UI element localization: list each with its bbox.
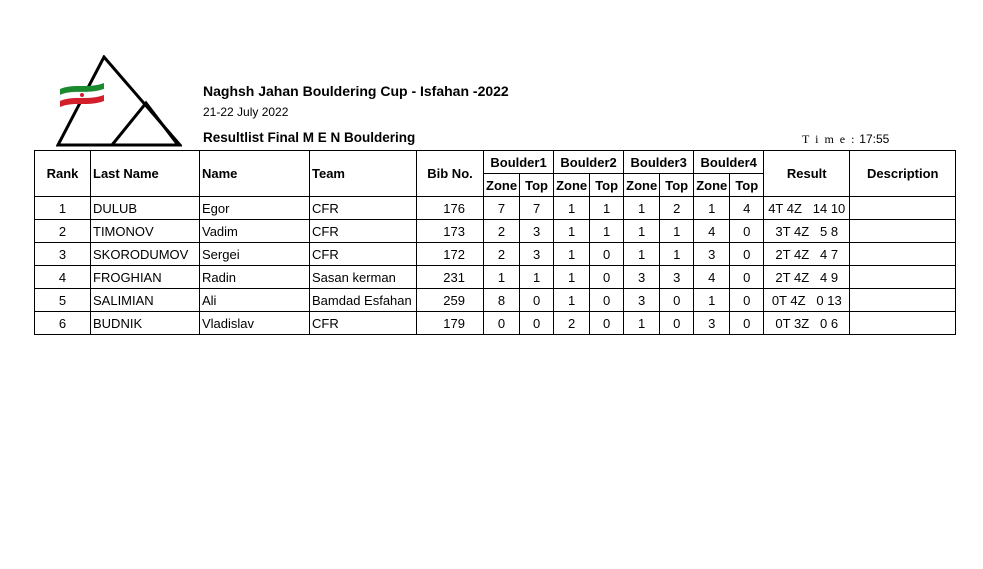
name-cell: Ali [200, 289, 310, 312]
description-cell [850, 312, 956, 335]
top-cell-boulder3: 0 [660, 289, 694, 312]
table-row [35, 197, 956, 220]
zone-cell-boulder3: 1 [624, 312, 660, 335]
col-name: Name [200, 151, 310, 197]
rank-cell: 2 [35, 220, 91, 243]
col-boulder4: Boulder4 [694, 151, 764, 174]
col-b4-zone: Zone [694, 174, 730, 197]
zone-cell-boulder3: 1 [624, 220, 660, 243]
col-b3-zone: Zone [624, 174, 660, 197]
rank-cell: 5 [35, 289, 91, 312]
description-cell [850, 243, 956, 266]
result-cell: 4T 4Z 14 10 [764, 197, 850, 220]
top-cell-boulder1: 0 [520, 312, 554, 335]
name-cell: Vladislav [200, 312, 310, 335]
last-name-cell: FROGHIAN [91, 266, 200, 289]
zone-cell-boulder4: 1 [694, 289, 730, 312]
team-cell: Bamdad Esfahan [310, 289, 417, 312]
col-team: Team [310, 151, 417, 197]
time-label: T i m e : [802, 132, 856, 146]
top-cell-boulder3: 2 [660, 197, 694, 220]
top-cell-boulder4: 0 [730, 312, 764, 335]
zone-cell-boulder4: 3 [694, 312, 730, 335]
zone-cell-boulder4: 3 [694, 243, 730, 266]
bib-cell: 179 [417, 312, 484, 335]
zone-cell-boulder1: 2 [484, 243, 520, 266]
col-b1-zone: Zone [484, 174, 520, 197]
zone-cell-boulder4: 4 [694, 220, 730, 243]
name-cell: Egor [200, 197, 310, 220]
top-cell-boulder2: 0 [590, 289, 624, 312]
col-bib: Bib No. [417, 151, 484, 197]
zone-cell-boulder2: 2 [554, 312, 590, 335]
table-row [35, 220, 956, 243]
top-cell-boulder4: 0 [730, 243, 764, 266]
top-cell-boulder2: 0 [590, 266, 624, 289]
team-cell: Sasan kerman [310, 266, 417, 289]
top-cell-boulder1: 1 [520, 266, 554, 289]
zone-cell-boulder2: 1 [554, 220, 590, 243]
team-cell: CFR [310, 243, 417, 266]
top-cell-boulder1: 0 [520, 289, 554, 312]
rank-cell: 1 [35, 197, 91, 220]
col-boulder1: Boulder1 [484, 151, 554, 174]
zone-cell-boulder3: 3 [624, 289, 660, 312]
bib-cell: 173 [417, 220, 484, 243]
table-row [35, 243, 956, 266]
zone-cell-boulder1: 2 [484, 220, 520, 243]
top-cell-boulder2: 1 [590, 220, 624, 243]
table-row [35, 312, 956, 335]
top-cell-boulder3: 1 [660, 243, 694, 266]
result-cell: 2T 4Z 4 7 [764, 243, 850, 266]
zone-cell-boulder2: 1 [554, 243, 590, 266]
col-last-name: Last Name [91, 151, 200, 197]
top-cell-boulder4: 0 [730, 289, 764, 312]
team-cell: CFR [310, 197, 417, 220]
zone-cell-boulder3: 1 [624, 243, 660, 266]
table-row [35, 289, 956, 312]
result-cell: 0T 3Z 0 6 [764, 312, 850, 335]
col-b4-top: Top [730, 174, 764, 197]
col-boulder3: Boulder3 [624, 151, 694, 174]
page-title: Naghsh Jahan Bouldering Cup - Isfahan -2022 [203, 83, 509, 99]
last-name-cell: SKORODUMOV [91, 243, 200, 266]
zone-cell-boulder2: 1 [554, 266, 590, 289]
bib-cell: 172 [417, 243, 484, 266]
top-cell-boulder3: 3 [660, 266, 694, 289]
last-name-cell: TIMONOV [91, 220, 200, 243]
zone-cell-boulder1: 1 [484, 266, 520, 289]
last-name-cell: DULUB [91, 197, 200, 220]
name-cell: Sergei [200, 243, 310, 266]
col-result: Result [764, 151, 850, 197]
col-boulder2: Boulder2 [554, 151, 624, 174]
top-cell-boulder1: 3 [520, 220, 554, 243]
team-cell: CFR [310, 220, 417, 243]
top-cell-boulder4: 0 [730, 266, 764, 289]
top-cell-boulder2: 0 [590, 312, 624, 335]
result-cell: 0T 4Z 0 13 [764, 289, 850, 312]
event-logo [56, 55, 182, 147]
bib-cell: 231 [417, 266, 484, 289]
rank-cell: 3 [35, 243, 91, 266]
zone-cell-boulder1: 0 [484, 312, 520, 335]
zone-cell-boulder2: 1 [554, 197, 590, 220]
name-cell: Radin [200, 266, 310, 289]
results-body [35, 197, 956, 335]
top-cell-boulder1: 7 [520, 197, 554, 220]
event-date: 21-22 July 2022 [203, 105, 289, 119]
col-b2-zone: Zone [554, 174, 590, 197]
top-cell-boulder3: 1 [660, 220, 694, 243]
zone-cell-boulder1: 8 [484, 289, 520, 312]
zone-cell-boulder2: 1 [554, 289, 590, 312]
top-cell-boulder4: 4 [730, 197, 764, 220]
col-rank: Rank [35, 151, 91, 197]
result-cell: 2T 4Z 4 9 [764, 266, 850, 289]
col-description: Description [850, 151, 956, 197]
top-cell-boulder3: 0 [660, 312, 694, 335]
top-cell-boulder4: 0 [730, 220, 764, 243]
description-cell [850, 266, 956, 289]
bib-cell: 176 [417, 197, 484, 220]
zone-cell-boulder3: 3 [624, 266, 660, 289]
time-stamp [802, 132, 889, 147]
col-b2-top: Top [590, 174, 624, 197]
resultlist-subtitle: Resultlist Final M E N Bouldering [203, 130, 416, 145]
rank-cell: 6 [35, 312, 91, 335]
name-cell: Vadim [200, 220, 310, 243]
description-cell [850, 220, 956, 243]
results-table [34, 150, 956, 335]
col-b3-top: Top [660, 174, 694, 197]
description-cell [850, 197, 956, 220]
top-cell-boulder2: 1 [590, 197, 624, 220]
top-cell-boulder1: 3 [520, 243, 554, 266]
team-cell: CFR [310, 312, 417, 335]
col-b1-top: Top [520, 174, 554, 197]
bib-cell: 259 [417, 289, 484, 312]
table-row [35, 266, 956, 289]
table-header-row [35, 151, 956, 174]
zone-cell-boulder3: 1 [624, 197, 660, 220]
top-cell-boulder2: 0 [590, 243, 624, 266]
description-cell [850, 289, 956, 312]
zone-cell-boulder4: 4 [694, 266, 730, 289]
last-name-cell: BUDNIK [91, 312, 200, 335]
result-cell: 3T 4Z 5 8 [764, 220, 850, 243]
zone-cell-boulder4: 1 [694, 197, 730, 220]
last-name-cell: SALIMIAN [91, 289, 200, 312]
time-value: 17:55 [859, 132, 890, 146]
rank-cell: 4 [35, 266, 91, 289]
zone-cell-boulder1: 7 [484, 197, 520, 220]
